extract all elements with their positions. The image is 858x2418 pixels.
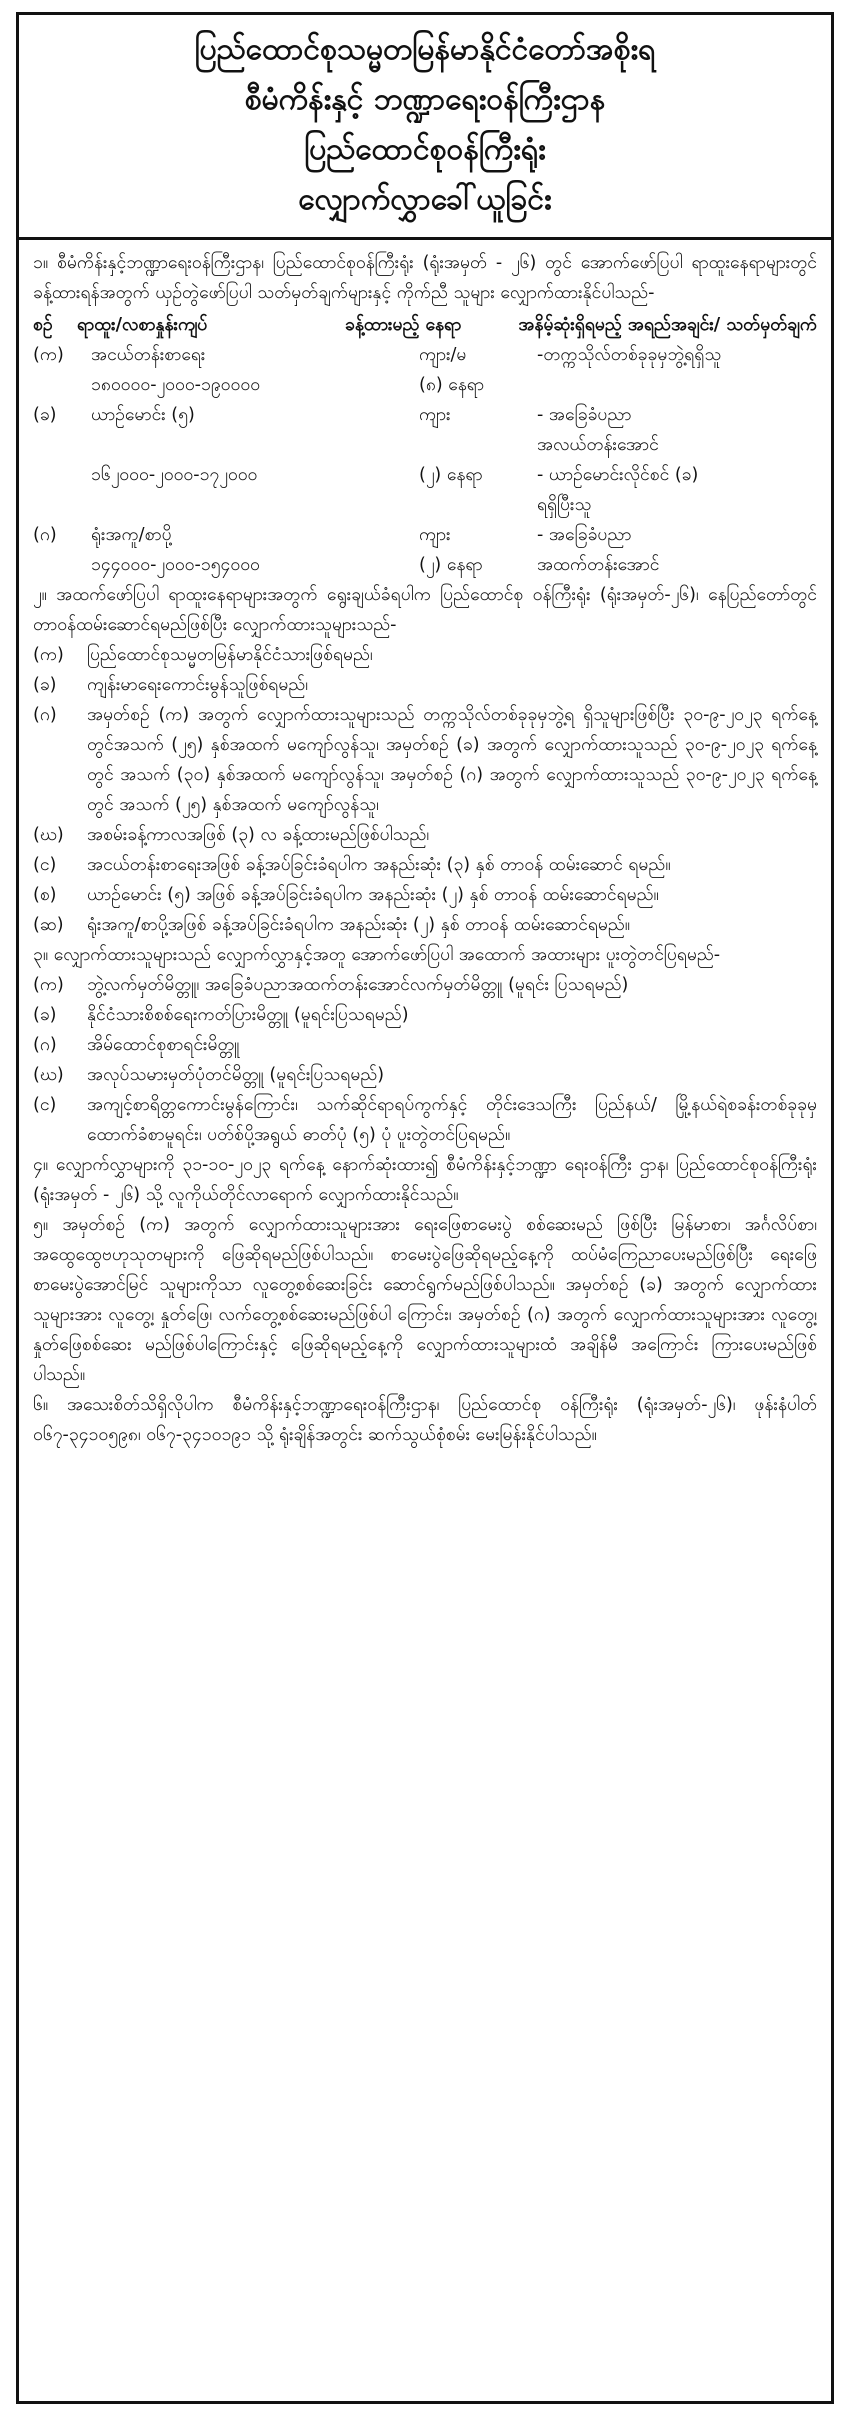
item-text: အငယ်တန်းစာရေးအဖြစ် ခန့်အပ်ခြင်းခံရပါက အနည်းဆုံး (၃) နှစ် တာဝန် ထမ်းဆောင် ရမည်။ [87, 855, 671, 875]
item-text: ပြည်ထောင်စုသမ္မတမြန်မာနိုင်ငံသားဖြစ်ရမည်၊ [87, 645, 373, 665]
announcement-header [19, 15, 831, 240]
row-gender: ကျား [419, 525, 451, 545]
item-marker: (ဃ) [33, 825, 64, 845]
list-item [33, 640, 817, 670]
row-req: အလယ်တန်းအောင် [537, 435, 659, 455]
row-gender: (၂) နေရာ [419, 465, 483, 485]
list-item [33, 1000, 817, 1030]
row-post: ၁၄၄၀၀၀-၂၀၀၀-၁၅၄၀၀၀ [91, 555, 260, 575]
row-req: ရရှိပြီးသူ [537, 495, 592, 515]
item-marker: (ဃ) [33, 1065, 64, 1085]
item-text: အစမ်းခန့်ကာလအဖြစ် (၃) လ ခန့်ထားမည်ဖြစ်ပါသည်၊ [87, 825, 430, 845]
row-gender: (၂) နေရာ [419, 555, 483, 575]
table-row [33, 400, 817, 430]
item-text: ဘွဲ့လက်မှတ်မိတ္တူ၊ အခြေခံပညာအထက်တန်းအောင်လက်မှတ်မိတ္တူ (မူရင်း ပြသရမည်) [87, 975, 629, 995]
section-1-text: ၁။ စီမံကိန်းနှင့်ဘဏ္ဍာရေးဝန်ကြီးဌာန၊ ပြည်ထောင်စုဝန်ကြီးရုံး (ရုံးအမှတ် - ၂၆) တွင် အောက်ဖော်ပြပါ ရာထူးနေရာများတွင် ခန့်ထားရန်အတွက် ယှဉ်တွဲဖော်ပြပါ သတ်မှတ်ချက်များနှင့် ကိုက်ညီ သူများ လျှောက်ထားနိုင်ပါသည်- [33, 253, 817, 303]
section-2-intro: ၂။ အထက်ဖော်ပြပါ ရာထူးနေရာများအတွက် ရွေးချယ်ခံရပါက ပြည်ထောင်စု ဝန်ကြီးရုံး (ရုံးအမှတ်-၂၆)၊ နေပြည်တော်တွင် တာဝန်ထမ်းဆောင်ရမည်ဖြစ်ပြီး လျှောက်ထားသူများသည်- [33, 585, 817, 635]
item-text: အကျင့်စာရိတ္တကောင်းမွန်ကြောင်း၊ သက်ဆိုင်ရာရပ်ကွက်နှင့် တိုင်းဒေသကြီး ပြည်နယ်/ မြို့နယ်ရဲစခန်းတစ်ခုခုမှ ထောက်ခံစာမူရင်း၊ ပတ်စ်ပို့အရွယ် ဓာတ်ပုံ (၅) ပုံ ပူးတွဲတင်ပြရမည်။ [87, 1095, 817, 1145]
header-line-2: စီမံကိန်းနှင့် ဘဏ္ဍာရေးဝန်ကြီးဌာန [244, 82, 606, 117]
table-row [33, 340, 817, 370]
item-text: အမှတ်စဉ် (က) အတွက် လျှောက်ထားသူများသည် တက္ကသိုလ်တစ်ခုခုမှဘွဲ့ရ ရှိသူများဖြစ်ပြီး ၃၀-၉-၂၀၂၃ ရက်နေ့တွင်အသက် (၂၅) နှစ်အထက် မကျော်လွန်သူ၊ အမှတ်စဉ် (ခ) အတွက် လျှောက်ထားသူသည် ၃၀-၉-၂၀၂၃ ရက်နေ့တွင် အသက် (၃၀) နှစ်အထက် မကျော်လွန်သူ၊ အမှတ်စဉ် (ဂ) အတွက် လျှောက်ထားသူသည် ၃၀-၉-၂၀၂၃ ရက်နေ့တွင် အသက် (၂၅) နှစ်အထက် မကျော်လွန်သူ၊ [87, 705, 817, 815]
list-item [33, 670, 817, 700]
row-post: ယာဉ်မောင်း (၅) [91, 405, 195, 425]
row-no [33, 430, 83, 460]
list-item [33, 820, 817, 850]
header-line-1: ပြည်ထောင်စုသမ္မတမြန်မာနိုင်ငံတော်အစိုးရ [194, 32, 656, 67]
announcement-frame [16, 12, 834, 2404]
row-post: ၁၆၂၀၀၀-၂၀၀၀-၁၇၂၀၀၀ [91, 465, 258, 485]
list-item [33, 880, 817, 910]
row-no [33, 460, 83, 490]
item-marker: (င) [33, 1095, 57, 1115]
list-item [33, 1030, 817, 1060]
list-item [33, 1060, 817, 1090]
row-post: အငယ်တန်းစာရေး [91, 345, 206, 365]
list-item [33, 970, 817, 1000]
row-gender: ကျား [419, 405, 451, 425]
announcement-body [19, 240, 831, 1450]
item-text: အလုပ်သမားမှတ်ပုံတင်မိတ္တူ (မူရင်းပြသရမည်) [87, 1065, 385, 1085]
row-no [33, 490, 83, 520]
row-no: (ဂ) [33, 525, 57, 545]
row-gender [419, 490, 529, 520]
header-line-4: လျှောက်လွှာခေါ်ယူခြင်း [298, 182, 552, 217]
item-marker: (ဂ) [33, 705, 57, 725]
table-row [33, 460, 817, 490]
section-5-text: ၅။ အမှတ်စဉ် (က) အတွက် လျှောက်ထားသူများအား ရေးဖြေစာမေးပွဲ စစ်ဆေးမည် ဖြစ်ပြီး မြန်မာစာ၊ အင်္ဂလိပ်စာ၊ အထွေထွေဗဟုသုတများကို ဖြေဆိုရမည်ဖြစ်ပါသည်။ စာမေးပွဲဖြေဆိုရမည့်နေ့ကို ထပ်မံကြေညာပေးမည်ဖြစ်ပြီး ရေးဖြေစာမေးပွဲအောင်မြင် သူများကိုသာ လူတွေ့စစ်ဆေးခြင်း ဆောင်ရွက်မည်ဖြစ်ပါသည်။ အမှတ်စဉ် (ခ) အတွက် လျှောက်ထားသူများအား လူတွေ့၊ နှုတ်ဖြေ၊ လက်တွေ့စစ်ဆေးမည်ဖြစ်ပါ ကြောင်း၊ အမှတ်စဉ် (ဂ) အတွက် လျှောက်ထားသူများအား လူတွေ့၊ နှုတ်ဖြေစစ်ဆေး မည်ဖြစ်ပါကြောင်းနှင့် ဖြေဆိုရမည့်နေ့ကို လျှောက်ထားသူများထံ အချိန်မီ အကြောင်း ကြားပေးမည်ဖြစ်ပါသည်။ [33, 1215, 817, 1385]
section-4-text: ၄။ လျှောက်လွှာများကို ၃၁-၁၀-၂၀၂၃ ရက်နေ့ နောက်ဆုံးထား၍ စီမံကိန်းနှင့်ဘဏ္ဍာ ရေးဝန်ကြီး ဌာန၊ ပြည်ထောင်စုဝန်ကြီးရုံး (ရုံးအမှတ် - ၂၆) သို့ လူကိုယ်တိုင်လာရောက် လျှောက်ထားနိုင်သည်။ [33, 1155, 817, 1205]
item-marker: (စ) [33, 885, 57, 905]
table-row [33, 490, 817, 520]
section-6-text: ၆။ အသေးစိတ်သိရှိလိုပါက စီမံကိန်းနှင့်ဘဏ္ဍာရေးဝန်ကြီးဌာန၊ ပြည်ထောင်စု ဝန်ကြီးရုံး (ရုံးအမှတ်-၂၆)၊ ဖုန်းနံပါတ် ၀၆၇-၃၄၁၀၅၉၈၊ ၀၆၇-၃၄၁၀၁၉၁ သို့ ရုံးချိန်အတွင်း ဆက်သွယ်စုံစမ်း မေးမြန်းနိုင်ပါသည်။ [33, 1395, 817, 1445]
row-req: - အခြေခံပညာ [537, 525, 632, 545]
item-marker: (င) [33, 855, 57, 875]
item-marker: (က) [33, 975, 64, 995]
col-post: ရာထူး/လစာနှုန်းကျပ် [77, 315, 208, 335]
item-text: အိမ်ထောင်စုစာရင်းမိတ္တူ [87, 1035, 240, 1055]
item-marker: (ခ) [33, 1005, 57, 1025]
row-req: - ယာဉ်မောင်းလိုင်စင် (ခ) [537, 465, 699, 485]
item-text: ရုံးအကူ/စာပို့အဖြစ် ခန့်အပ်ခြင်းခံရပါက အနည်းဆုံး (၂) နှစ် တာဝန် ထမ်းဆောင်ရမည်။ [87, 915, 631, 935]
row-req: အထက်တန်းအောင် [537, 555, 660, 575]
item-marker: (ခ) [33, 675, 57, 695]
col-count: ခန့်ထားမည့် နေရာ [345, 315, 462, 335]
list-item [33, 1090, 817, 1150]
item-marker: (ဂ) [33, 1035, 57, 1055]
row-no [33, 550, 83, 580]
list-item [33, 910, 817, 940]
row-req: -တက္ကသိုလ်တစ်ခုခုမှဘွဲ့ရရှိသူ [537, 345, 722, 365]
row-gender [419, 430, 529, 460]
row-no: (ခ) [33, 405, 57, 425]
col-no: စဉ် [33, 315, 53, 335]
positions-table [33, 340, 817, 580]
row-post: ၁၈၀၀၀၀-၂၀၀၀-၁၉၀၀၀၀ [91, 375, 261, 395]
row-gender: (၈) နေရာ [419, 375, 485, 395]
list-item [33, 850, 817, 880]
item-text: ကျန်းမာရေးကောင်းမွန်သူဖြစ်ရမည်၊ [87, 675, 309, 695]
table-row [33, 550, 817, 580]
table-row [33, 520, 817, 550]
col-req: အနိမ့်ဆုံးရှိရမည့် အရည်အချင်း/ သတ်မှတ်ချက် [518, 315, 817, 335]
item-marker: (က) [33, 645, 64, 665]
section-3-intro: ၃။ လျှောက်ထားသူများသည် လျှောက်လွှာနှင့်အတူ အောက်ဖော်ပြပါ အထောက် အထားများ ပူးတွဲတင်ပြရမည်- [33, 945, 721, 965]
table-row [33, 370, 817, 400]
row-no: (က) [33, 345, 64, 365]
row-req [537, 370, 817, 400]
row-post: ရုံးအကူ/စာပို့ [91, 525, 172, 545]
list-item [33, 700, 817, 820]
header-line-3: ပြည်ထောင်စုဝန်ကြီးရုံး [304, 132, 546, 167]
row-no [33, 370, 83, 400]
item-text: နိုင်ငံသားစိစစ်ရေးကတ်ပြားမိတ္တူ (မူရင်းပြသရမည်) [87, 1005, 409, 1025]
row-req: - အခြေခံပညာ [537, 405, 632, 425]
item-marker: (ဆ) [33, 915, 64, 935]
positions-table-header [33, 310, 817, 340]
row-post [91, 490, 411, 520]
table-row [33, 430, 817, 460]
row-gender: ကျား/မ [419, 345, 467, 365]
item-text: ယာဉ်မောင်း (၅) အဖြစ် ခန့်အပ်ခြင်းခံရပါက အနည်းဆုံး (၂) နှစ် တာဝန် ထမ်းဆောင်ရမည်။ [87, 885, 659, 905]
row-post [91, 430, 411, 460]
